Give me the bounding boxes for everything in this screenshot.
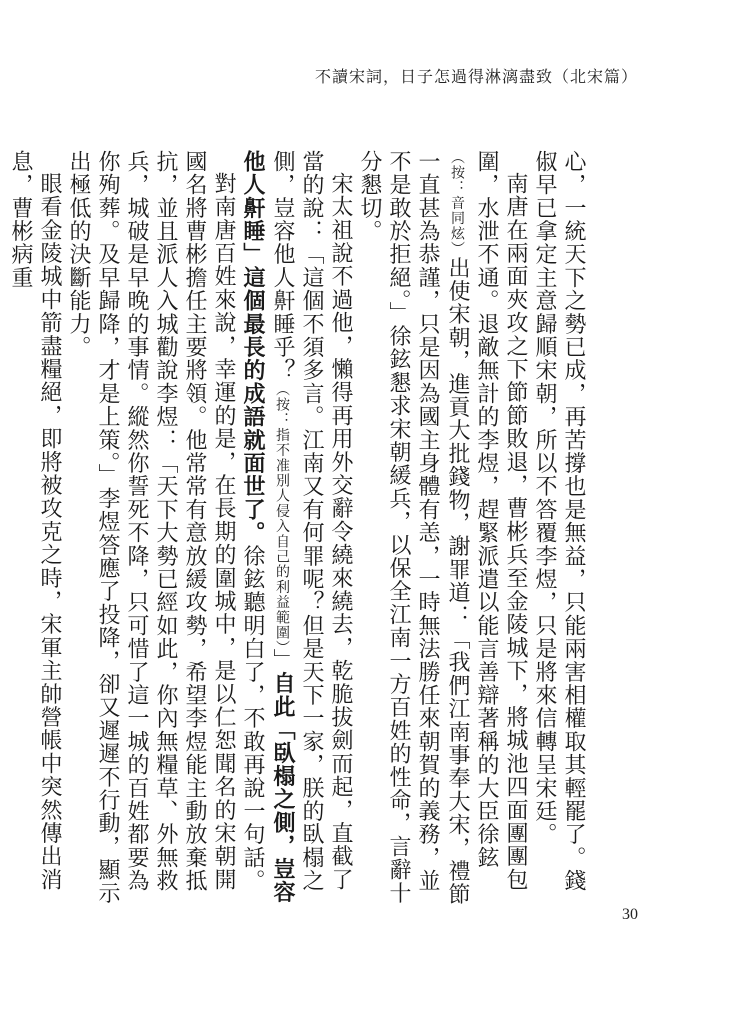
- paragraph-4: 對南唐百姓來說，幸運的是，在長期的圍城中，是以仁恕聞名的宋朝開國名將曹彬擔任主要將領。他常常有意放緩攻勢，希望李煜能主動放棄抵抗，並且派人入城勸說李煜：「天下大勢已經如此，你內無糧草、外無救兵，城破是早晚的事情。縱然你誓死不降，只可惜了這一城的百姓都要為你殉葬。及早歸降，才是上策。」李煜答應了投降，卻又遲遲不行動，顯示出極低的決斷能力。: [66, 150, 236, 905]
- paragraph-3-close-quote: 」: [270, 648, 295, 672]
- paragraph-5: 眼看金陵城中箭盡糧絕，即將被攻克之時，宋軍主帥營帳中突然傳出消息，曹彬病重: [8, 150, 62, 892]
- paragraph-3: [238, 150, 355, 910]
- paragraph-3-text: 宋太祖說不過他，懶得再用外交辭令繞來繞去，乾脆拔劍而起，直截了當的說：「這個不須多言。江南又有何罪呢？但是天下一家，朕的臥榻之側，豈容他人鼾睡乎？: [270, 150, 353, 893]
- paragraph-1: 心，一統天下之勢已成，再苦撐也是無益，只能兩害相權取其輕罷了。錢俶早已拿定主意歸順宋朝，所以不答覆李煜，只是將來信轉呈宋廷。: [532, 150, 586, 893]
- idiom-highlight: 自此「臥榻之側，豈容他人鼾睡」這個最長的成語就面世了。: [240, 150, 295, 904]
- vertical-text-body: [8, 150, 588, 910]
- paragraph-2-rest: 出使宋朝，進貢大批錢物，謝罪道：「我們江南事奉大宋，禮節一直甚為恭謹，只是因為國主身體有恙，一時無法勝任來朝賀的義務，並不是敢於拒絕。」徐鉉懇求宋朝緩兵，以保全江南一方百姓的性命，言辭十分懇切。: [357, 150, 470, 907]
- pronunciation-note: （按：音同炫）: [449, 150, 465, 257]
- page-number: 30: [622, 906, 638, 923]
- meaning-note: （按：指不准別人侵入自己的利益範圍）: [274, 382, 290, 649]
- paragraph-2: [355, 150, 530, 910]
- running-header: 不讀宋詞，日子怎過得淋漓盡致（北宋篇）: [314, 67, 638, 86]
- paragraph-2-text: 南唐在兩面夾攻之下節節敗退，曹彬兵至金陵城下，將城池四面團團包圍，水泄不通。退敵無計的李煜，趕緊派遣以能言善辯著稱的大臣徐鉉: [474, 150, 528, 892]
- paragraph-3-end: 徐鉉聽明白了，不敢再說一句話。: [240, 544, 265, 893]
